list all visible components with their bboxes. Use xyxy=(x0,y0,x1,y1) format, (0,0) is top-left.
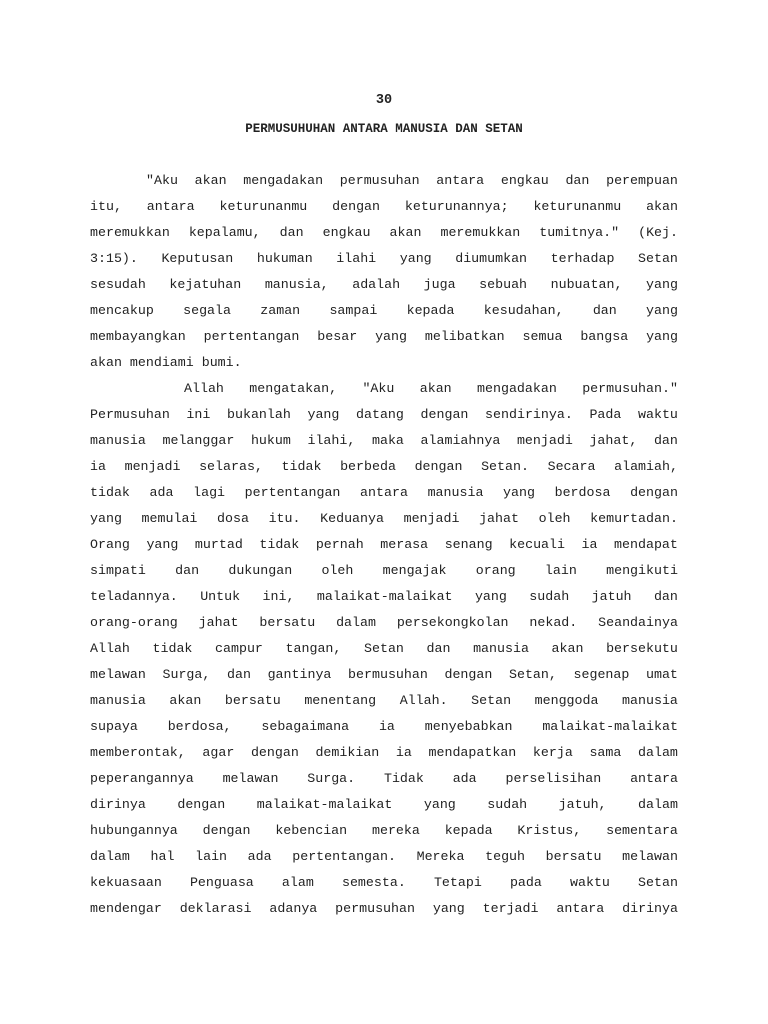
text-line: "Aku akan mengadakan permusuhan antara engkau dan perempuan xyxy=(146,173,678,188)
text-line: melawan Surga, dan gantinya bermusuhan dengan Setan, segenap umat xyxy=(90,667,678,682)
paragraph xyxy=(90,376,678,922)
text-line: dalam hal lain ada pertentangan. Mereka teguh bersatu melawan xyxy=(90,849,678,864)
text-line: tidak ada lagi pertentangan antara manusia yang berdosa dengan xyxy=(90,485,678,500)
body-text xyxy=(90,168,678,922)
chapter-number: 30 xyxy=(375,93,393,108)
text-line: Allah mengatakan, "Aku akan mengadakan permusuhan." xyxy=(184,381,678,396)
text-line: yang memulai dosa itu. Keduanya menjadi jahat oleh kemurtadan. xyxy=(90,511,678,526)
text-line: simpati dan dukungan oleh mengajak orang lain mengikuti xyxy=(90,563,678,578)
text-line: manusia akan bersatu menentang Allah. Setan menggoda manusia xyxy=(90,693,678,708)
paragraph xyxy=(90,168,678,376)
text-line: supaya berdosa, sebagaimana ia menyebabkan malaikat-malaikat xyxy=(90,719,678,734)
text-line: memberontak, agar dengan demikian ia mendapatkan kerja sama dalam xyxy=(90,745,678,760)
text-line: peperangannya melawan Surga. Tidak ada perselisihan antara xyxy=(90,771,678,786)
text-line: dirinya dengan malaikat-malaikat yang sudah jatuh, dalam xyxy=(90,797,678,812)
text-line: orang-orang jahat bersatu dalam persekongkolan nekad. Seandainya xyxy=(90,615,678,630)
text-line: mencakup segala zaman sampai kepada kesudahan, dan yang xyxy=(90,303,678,318)
text-line: ia menjadi selaras, tidak berbeda dengan Setan. Secara alamiah, xyxy=(90,459,678,474)
text-line: akan mendiami bumi. xyxy=(90,355,242,370)
text-line: 3:15). Keputusan hukuman ilahi yang diumumkan terhadap Setan xyxy=(90,251,678,266)
text-line: teladannya. Untuk ini, malaikat-malaikat yang sudah jatuh dan xyxy=(90,589,678,604)
text-line: itu, antara keturunanmu dengan keturunannya; keturunanmu akan xyxy=(90,199,678,214)
text-line: Orang yang murtad tidak pernah merasa senang kecuali ia mendapat xyxy=(90,537,678,552)
text-line: mendengar deklarasi adanya permusuhan yang terjadi antara dirinya xyxy=(90,901,678,916)
text-line: sesudah kejatuhan manusia, adalah juga sebuah nubuatan, yang xyxy=(90,277,678,292)
text-line: Permusuhan ini bukanlah yang datang dengan sendirinya. Pada waktu xyxy=(90,407,678,422)
text-line: hubungannya dengan kebencian mereka kepada Kristus, sementara xyxy=(90,823,678,838)
text-line: Allah tidak campur tangan, Setan dan manusia akan bersekutu xyxy=(90,641,678,656)
text-line: membayangkan pertentangan besar yang melibatkan semua bangsa yang xyxy=(90,329,678,344)
text-line: kekuasaan Penguasa alam semesta. Tetapi pada waktu Setan xyxy=(90,875,678,890)
chapter-title: PERMUSUHUHAN ANTARA MANUSIA DAN SETAN xyxy=(245,122,523,136)
text-line: manusia melanggar hukum ilahi, maka alamiahnya menjadi jahat, dan xyxy=(90,433,678,448)
text-line: meremukkan kepalamu, dan engkau akan meremukkan tumitnya." (Kej. xyxy=(90,225,678,240)
